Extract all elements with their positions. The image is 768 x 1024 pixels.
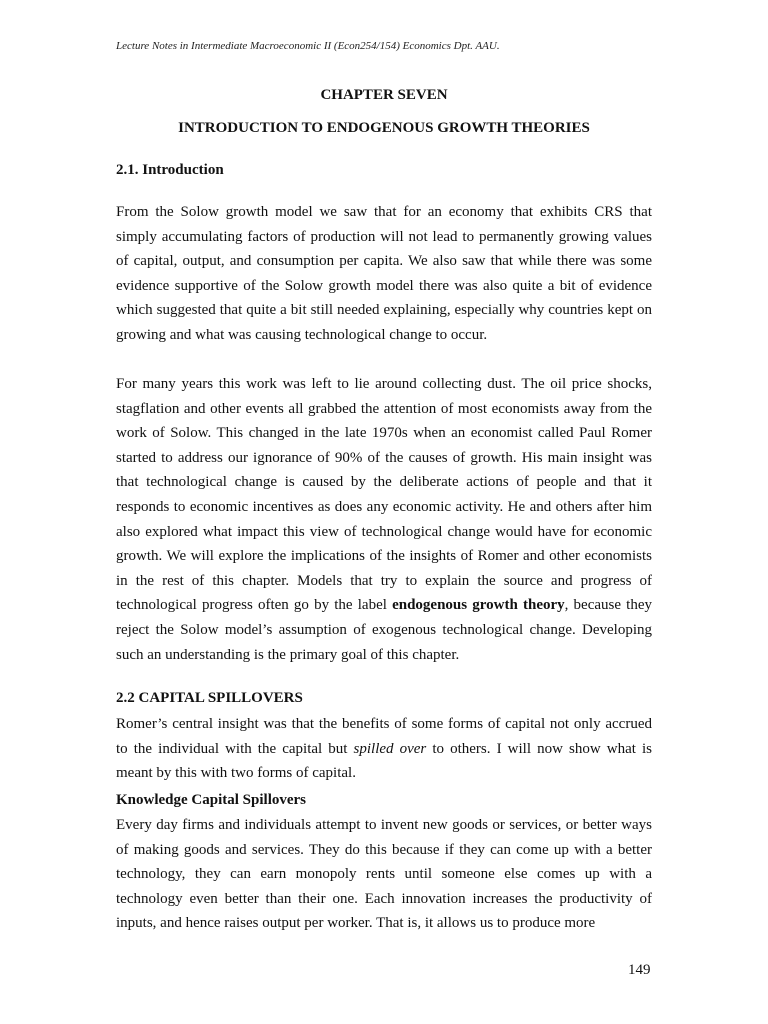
endogenous-growth-term: endogenous growth theory	[392, 597, 565, 614]
page-number: 149	[628, 962, 651, 978]
intro-paragraph-1: From the Solow growth model we saw that for an economy that exhibits CRS that simply accumulating factors of production will not lead to permanently growing values of capital, output, and consumption per capita. We also saw that while there was some evidence supportive of the Solow growth model there was also quite a bit of evidence which suggested that quite a bit still needed explaining, especially why countries kept on growing and what was causing technological change to occur.	[116, 204, 652, 343]
subheading-knowledge-capital-spillovers: Knowledge Capital Spillovers	[116, 792, 307, 808]
section-heading-introduction: 2.1. Introduction	[116, 162, 224, 178]
spillovers-paragraph-1-text: Romer’s central insight was that the benefits of some forms of capital not only accrued to the individual with the capital but	[116, 716, 652, 757]
spillovers-paragraph-2: Every day firms and individuals attempt to invent new goods or services, or better ways of making goods and services. They do this because if they can come up with a better technology, they can earn monopoly rents until someone else comes up with a technology even better than their one. Each innovation increases the productivity of inputs, and hence raises output per worker. That is, it allows us to produce more	[116, 817, 652, 932]
running-header: Lecture Notes in Intermediate Macroeconomic II (Econ254/154) Economics Dpt. AAU.	[116, 40, 500, 52]
intro-paragraph-2-text-end: , because they reject the Solow model’s assumption of exogenous technological change. Developing such an understanding is the primary goal of this chapter.	[116, 597, 653, 663]
spillovers-paragraph-1	[116, 712, 652, 786]
spillovers-paragraph-1-text-end: to others. I will now show what is meant by this with two forms of capital.	[116, 740, 652, 782]
chapter-title: CHAPTER SEVEN	[320, 87, 448, 103]
intro-paragraph-2-text: For many years this work was left to lie around collecting dust. The oil price shocks, stagflation and other events all grabbed the attention of most economists away from the work of Solow. This changed in the late 1970s when an economist called Paul Romer started to address our ignorance of 90% of the causes of growth. His main insight was that technological change is caused by the deliberate actions of people and that it responds to economic incentives as does any economic activity. He and others after him also explored what impact this view of technological change would have for economic growth. We will explore the implications of the insights of Romer and other economists in the rest of this chapter. Models that try to explain the source and progress of technological progress often go by the label	[116, 376, 652, 614]
chapter-subtitle: INTRODUCTION TO ENDOGENOUS GROWTH THEORIES	[178, 120, 590, 136]
section-heading-capital-spillovers: 2.2 CAPITAL SPILLOVERS	[116, 690, 303, 706]
intro-paragraph-2	[116, 372, 652, 667]
spilled-over-term: spilled over	[353, 740, 427, 757]
